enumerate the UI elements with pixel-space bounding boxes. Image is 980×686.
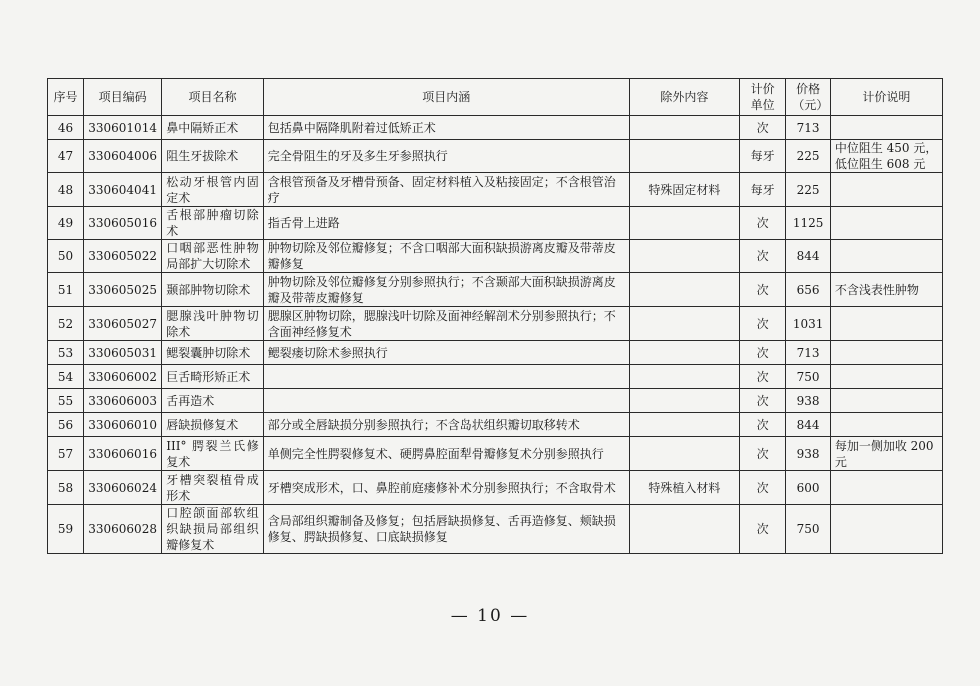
cell-content: 肿物切除及邻位瓣修复分别参照执行；不含颞部大面积缺损游离皮瓣及带蒂皮瓣修复 — [263, 273, 629, 307]
cell-unit: 次 — [739, 273, 786, 307]
cell-content: 牙槽突成形术，口、鼻腔前庭瘘修补术分别参照执行；不含取骨术 — [263, 471, 629, 505]
cell-price: 844 — [786, 413, 830, 437]
cell-code: 330606024 — [83, 471, 161, 505]
cell-exclusions — [629, 341, 739, 365]
cell-content — [263, 389, 629, 413]
cell-seq: 50 — [48, 240, 84, 273]
header-seq: 序号 — [48, 79, 84, 116]
table-row — [48, 437, 943, 471]
cell-unit: 次 — [739, 365, 786, 389]
cell-code: 330606002 — [83, 365, 161, 389]
cell-name: 巨舌畸形矫正术 — [162, 365, 264, 389]
cell-name: 腮腺浅叶肿物切除术 — [162, 307, 264, 341]
table-row — [48, 273, 943, 307]
cell-seq: 48 — [48, 173, 84, 207]
cell-note — [830, 240, 942, 273]
table-row — [48, 116, 943, 140]
cell-exclusions — [629, 307, 739, 341]
cell-content: 单侧完全性腭裂修复术、硬腭鼻腔面犁骨瓣修复术分别参照执行 — [263, 437, 629, 471]
cell-unit: 次 — [739, 240, 786, 273]
header-name: 项目名称 — [162, 79, 264, 116]
cell-unit: 次 — [739, 307, 786, 341]
cell-code: 330606010 — [83, 413, 161, 437]
cell-unit: 次 — [739, 437, 786, 471]
cell-content: 包括鼻中隔降肌附着过低矫正术 — [263, 116, 629, 140]
cell-unit: 次 — [739, 471, 786, 505]
cell-price: 713 — [786, 116, 830, 140]
cell-price: 713 — [786, 341, 830, 365]
table-row — [48, 505, 943, 554]
table-row — [48, 389, 943, 413]
cell-unit: 次 — [739, 207, 786, 240]
cell-price: 844 — [786, 240, 830, 273]
cell-name: 颞部肿物切除术 — [162, 273, 264, 307]
cell-note — [830, 505, 942, 554]
cell-code: 330605025 — [83, 273, 161, 307]
header-exclusions: 除外内容 — [629, 79, 739, 116]
table-body — [48, 116, 943, 554]
table-header-row — [48, 79, 943, 116]
header-content: 项目内涵 — [263, 79, 629, 116]
cell-name: 舌根部肿瘤切除术 — [162, 207, 264, 240]
header-price: 价格（元） — [786, 79, 830, 116]
cell-unit: 每牙 — [739, 140, 786, 173]
cell-exclusions: 特殊固定材料 — [629, 173, 739, 207]
cell-name: III° 腭裂兰氏修复术 — [162, 437, 264, 471]
cell-unit: 每牙 — [739, 173, 786, 207]
cell-note — [830, 173, 942, 207]
cell-note: 每加一侧加收 200 元 — [830, 437, 942, 471]
cell-note — [830, 471, 942, 505]
cell-price: 225 — [786, 173, 830, 207]
table-row — [48, 140, 943, 173]
cell-exclusions — [629, 207, 739, 240]
cell-content: 部分或全唇缺损分别参照执行；不含岛状组织瓣切取移转术 — [263, 413, 629, 437]
cell-note — [830, 413, 942, 437]
cell-code: 330606016 — [83, 437, 161, 471]
cell-note — [830, 341, 942, 365]
table-row — [48, 341, 943, 365]
cell-price: 1125 — [786, 207, 830, 240]
cell-exclusions — [629, 140, 739, 173]
cell-code: 330606028 — [83, 505, 161, 554]
cell-exclusions — [629, 505, 739, 554]
table-row — [48, 240, 943, 273]
cell-price: 600 — [786, 471, 830, 505]
cell-note — [830, 365, 942, 389]
cell-exclusions — [629, 240, 739, 273]
cell-note — [830, 207, 942, 240]
cell-content: 肿物切除及邻位瓣修复；不含口咽部大面积缺损游离皮瓣及带蒂皮瓣修复 — [263, 240, 629, 273]
cell-code: 330605031 — [83, 341, 161, 365]
cell-unit: 次 — [739, 389, 786, 413]
cell-content: 鳃裂瘘切除术参照执行 — [263, 341, 629, 365]
cell-unit: 次 — [739, 413, 786, 437]
cell-code: 330606003 — [83, 389, 161, 413]
cell-note: 不含浅表性肿物 — [830, 273, 942, 307]
table-row — [48, 471, 943, 505]
cell-content: 含根管预备及牙槽骨预备、固定材料植入及粘接固定；不含根管治疗 — [263, 173, 629, 207]
cell-code: 330601014 — [83, 116, 161, 140]
cell-unit: 次 — [739, 341, 786, 365]
cell-name: 鼻中隔矫正术 — [162, 116, 264, 140]
cell-content: 指舌骨上进路 — [263, 207, 629, 240]
cell-note — [830, 307, 942, 341]
page-number: — 10 — — [450, 606, 530, 626]
cell-name: 舌再造术 — [162, 389, 264, 413]
header-code: 项目编码 — [83, 79, 161, 116]
cell-note: 中位阻生 450 元，低位阻生 608 元 — [830, 140, 942, 173]
cell-seq: 46 — [48, 116, 84, 140]
cell-content — [263, 365, 629, 389]
cell-unit: 次 — [739, 116, 786, 140]
cell-content: 含局部组织瓣制备及修复；包括唇缺损修复、舌再造修复、颊缺损修复、腭缺损修复、口底缺损修复 — [263, 505, 629, 554]
cell-exclusions — [629, 389, 739, 413]
cell-code: 330605016 — [83, 207, 161, 240]
table-row — [48, 413, 943, 437]
cell-name: 口腔颌面部软组织缺损局部组织瓣修复术 — [162, 505, 264, 554]
cell-name: 唇缺损修复术 — [162, 413, 264, 437]
table-row — [48, 173, 943, 207]
table-row — [48, 365, 943, 389]
cell-seq: 47 — [48, 140, 84, 173]
cell-price: 1031 — [786, 307, 830, 341]
cell-seq: 53 — [48, 341, 84, 365]
cell-seq: 56 — [48, 413, 84, 437]
cell-code: 330604041 — [83, 173, 161, 207]
cell-price: 656 — [786, 273, 830, 307]
cell-seq: 57 — [48, 437, 84, 471]
cell-code: 330605022 — [83, 240, 161, 273]
cell-name: 鳃裂囊肿切除术 — [162, 341, 264, 365]
cell-price: 225 — [786, 140, 830, 173]
cell-exclusions — [629, 273, 739, 307]
cell-content: 腮腺区肿物切除，腮腺浅叶切除及面神经解剖术分别参照执行；不含面神经修复术 — [263, 307, 629, 341]
cell-content: 完全骨阻生的牙及多生牙参照执行 — [263, 140, 629, 173]
cell-note — [830, 389, 942, 413]
cell-seq: 52 — [48, 307, 84, 341]
cell-seq: 51 — [48, 273, 84, 307]
cell-unit: 次 — [739, 505, 786, 554]
header-unit: 计价单位 — [739, 79, 786, 116]
price-table — [47, 78, 943, 554]
cell-name: 口咽部恶性肿物局部扩大切除术 — [162, 240, 264, 273]
table-row — [48, 207, 943, 240]
cell-price: 938 — [786, 389, 830, 413]
table-row — [48, 307, 943, 341]
cell-seq: 55 — [48, 389, 84, 413]
cell-exclusions: 特殊植入材料 — [629, 471, 739, 505]
cell-name: 松动牙根管内固定术 — [162, 173, 264, 207]
cell-seq: 58 — [48, 471, 84, 505]
cell-exclusions — [629, 413, 739, 437]
header-note: 计价说明 — [830, 79, 942, 116]
cell-exclusions — [629, 365, 739, 389]
cell-code: 330604006 — [83, 140, 161, 173]
cell-code: 330605027 — [83, 307, 161, 341]
cell-price: 938 — [786, 437, 830, 471]
cell-price: 750 — [786, 505, 830, 554]
cell-name: 牙槽突裂植骨成形术 — [162, 471, 264, 505]
cell-seq: 49 — [48, 207, 84, 240]
cell-note — [830, 116, 942, 140]
cell-exclusions — [629, 116, 739, 140]
cell-seq: 54 — [48, 365, 84, 389]
cell-seq: 59 — [48, 505, 84, 554]
cell-name: 阻生牙拔除术 — [162, 140, 264, 173]
cell-price: 750 — [786, 365, 830, 389]
cell-exclusions — [629, 437, 739, 471]
